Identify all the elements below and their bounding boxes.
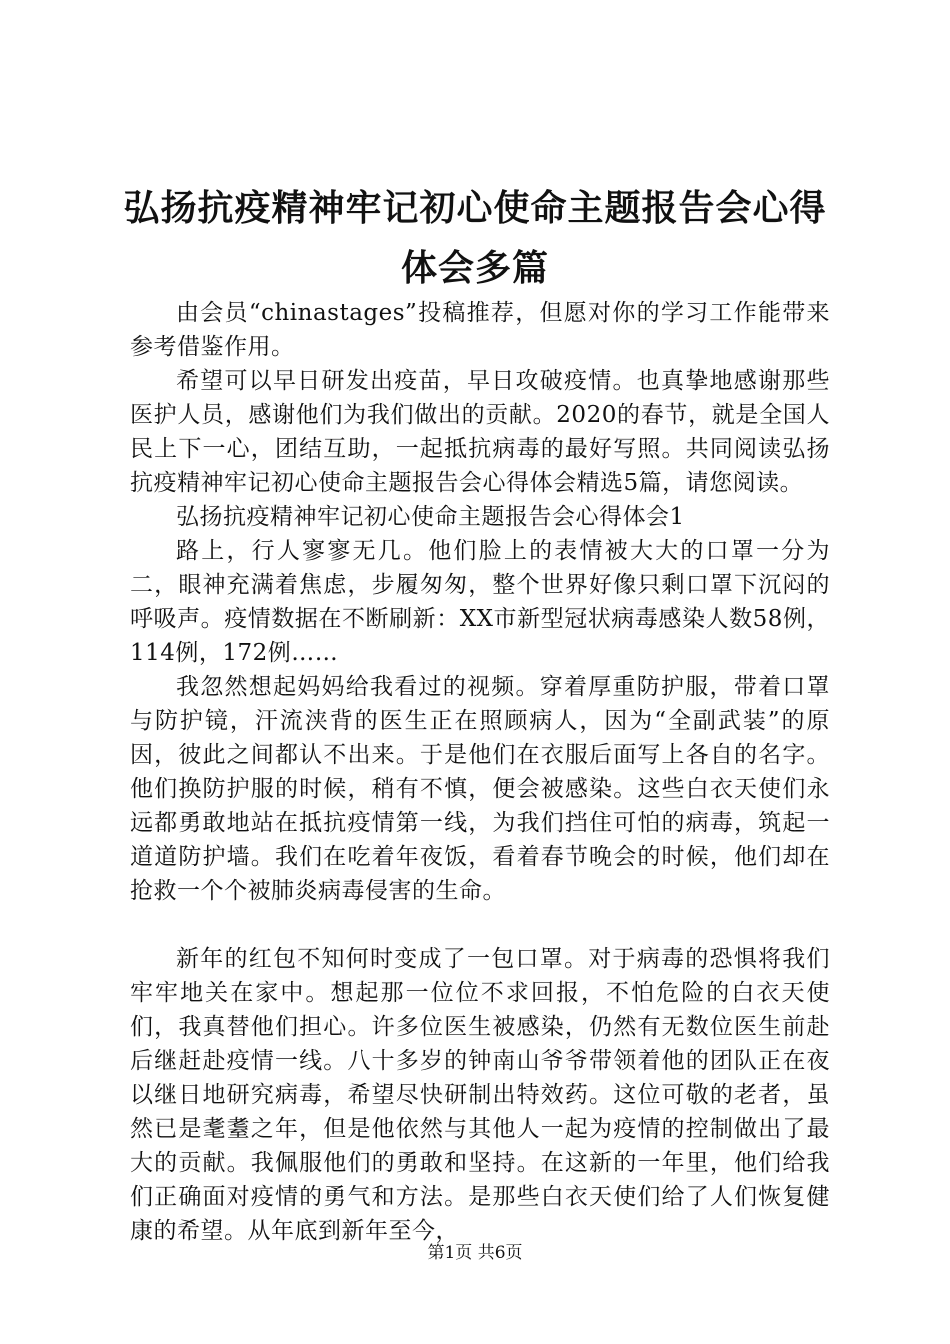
paragraph-spacer: [130, 908, 830, 942]
body-paragraph: 路上，行人寥寥无几。他们脸上的表情被大大的口罩一分为二，眼神充满着焦虑，步履匆匆，整个世界好像只剩口罩下沉闷的呼吸声。疫情数据在不断刷新：XX市新型冠状病毒感染人数58例，114例，172例……: [130, 538, 830, 666]
page-footer: 第1页 共6页: [427, 1243, 523, 1263]
body-paragraph: 我忽然想起妈妈给我看过的视频。穿着厚重防护服，带着口罩与防护镜，汗流浃背的医生正在照顾病人，因为“全副武装”的原因，彼此之间都认不出来。于是他们在衣服后面写上各自的名字。他们换防护服的时候，稍有不慎，便会被感染。这些白衣天使们永远都勇敢地站在抵抗疫情第一线，为我们挡住可怕的病毒，筑起一道道防护墙。我们在吃着年夜饭，看着春节晚会的时候，他们却在抢救一个个被肺炎病毒侵害的生命。: [130, 674, 830, 904]
intro-paragraph: 由会员“chinastages”投稿推荐，但愿对你的学习工作能带来参考借鉴作用。: [130, 300, 830, 360]
body-paragraph: 希望可以早日研发出疫苗，早日攻破疫情。也真挚地感谢那些医护人员，感谢他们为我们做出的贡献。2020的春节，就是全国人民上下一心，团结互助，一起抵抗病毒的最好写照。共同阅读弘扬抗疫精神牢记初心使命主题报告会心得体会精选5篇，请您阅读。: [130, 368, 830, 496]
section-heading: 弘扬抗疫精神牢记初心使命主题报告会心得体会1: [176, 504, 685, 530]
body-paragraph: 新年的红包不知何时变成了一包口罩。对于病毒的恐惧将我们牢牢地关在家中。想起那一位位不求回报，不怕危险的白衣天使们，我真替他们担心。许多位医生被感染，仍然有无数位医生前赴后继赶赴疫情一线。八十多岁的钟南山爷爷带领着他的团队正在夜以继日地研究病毒，希望尽快研制出特效药。这位可敬的老者，虽然已是耄耋之年，但是他依然与其他人一起为疫情的控制做出了最大的贡献。我佩服他们的勇敢和坚持。在这新的一年里，他们给我们正确面对疫情的勇气和方法。是那些白衣天使们给了人们恢复健康的希望。从年底到新年至今，: [130, 946, 830, 1244]
document-body: [130, 296, 830, 1248]
document-title: 弘扬抗疫精神牢记初心使命主题报告会心得体会多篇: [123, 187, 827, 289]
